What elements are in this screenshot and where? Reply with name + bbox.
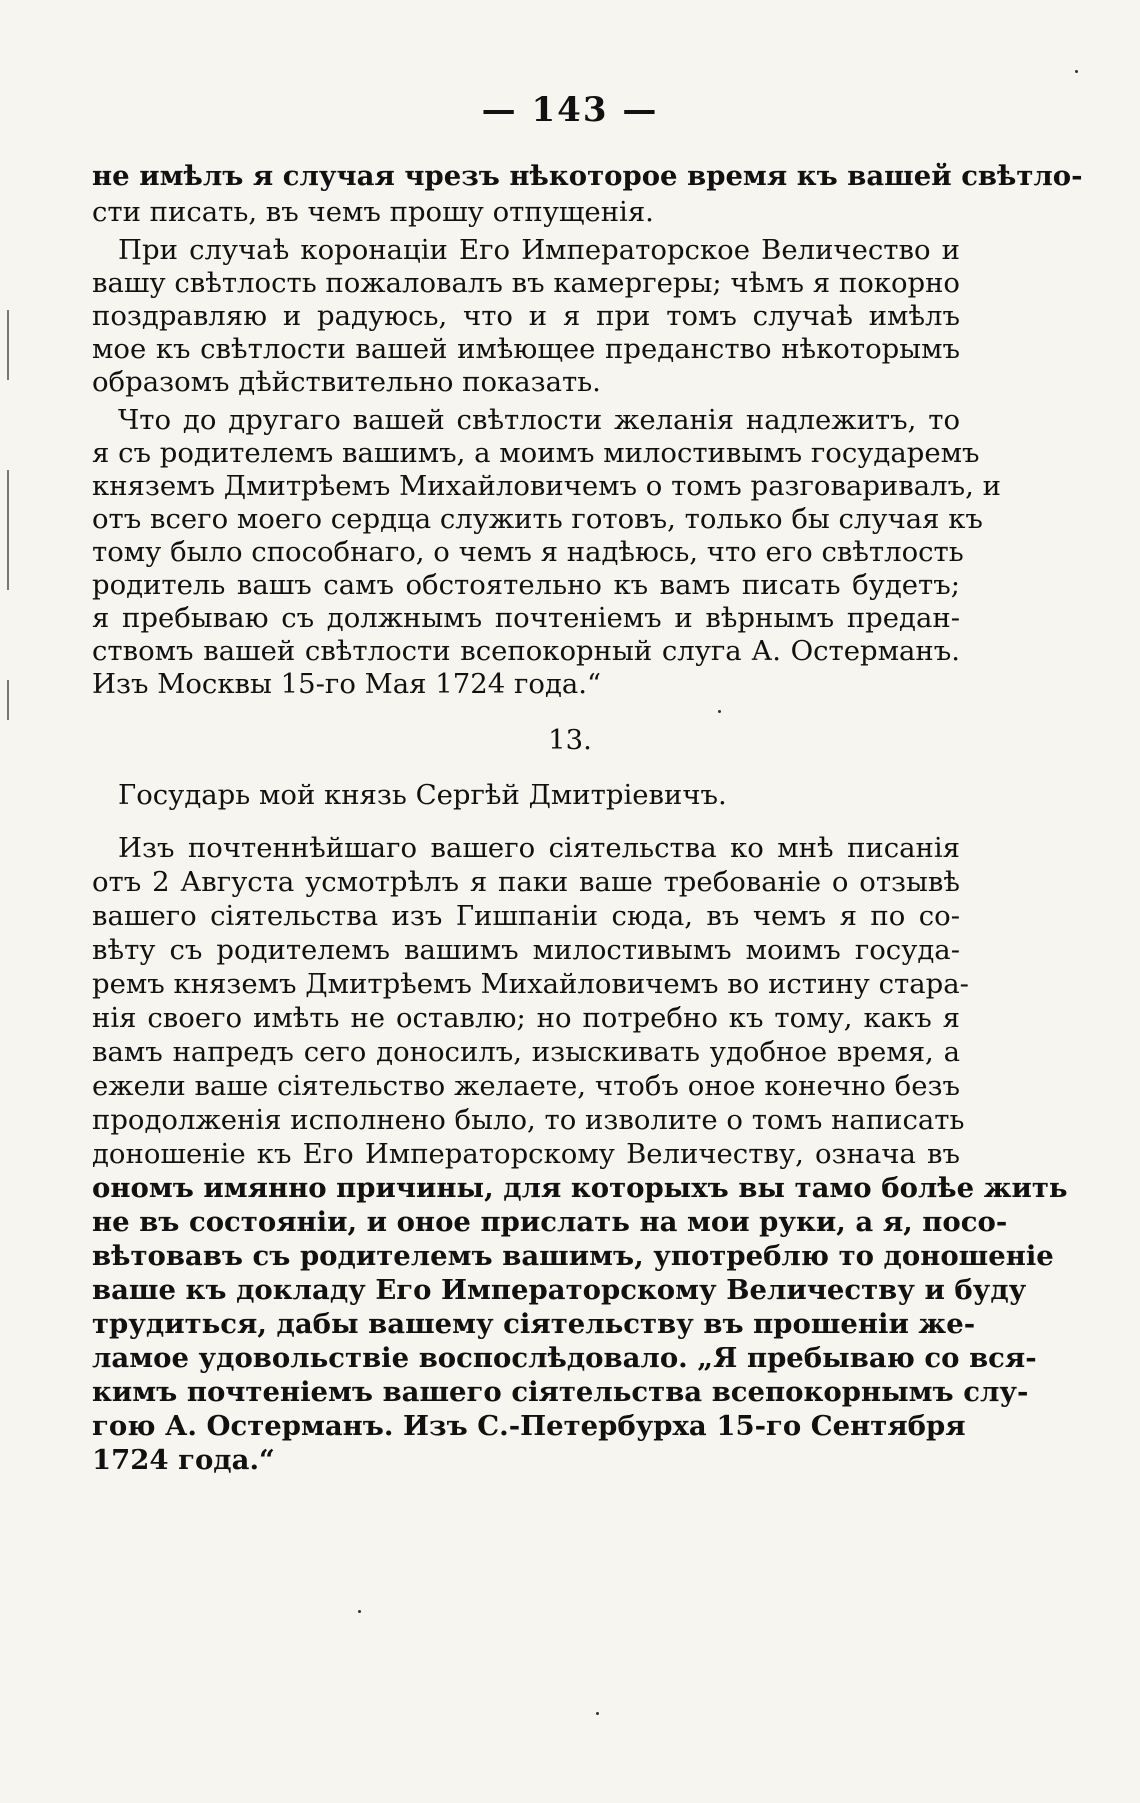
page-number: — 143 — bbox=[481, 90, 659, 130]
text-line: При случаѣ коронаціи Его Императорское Величество и bbox=[118, 234, 960, 266]
text-line: вашу свѣтлость пожаловалъ въ камергеры; чѣмъ я покорно bbox=[92, 267, 960, 299]
text-line: гою А. Остерманъ. Изъ С.-Петербурха 15-го Сентября bbox=[92, 1410, 966, 1442]
text-line: Изъ Москвы 15-го Мая 1724 года.“ bbox=[92, 668, 602, 700]
scan-speck bbox=[358, 1610, 361, 1613]
text-line: мое къ свѣтлости вашей имѣющее преданство нѣкоторымъ bbox=[92, 333, 960, 365]
text-line: ламое удовольствіе воспослѣдовало. „Я пребываю со вся- bbox=[92, 1342, 1037, 1374]
text-line: отъ 2 Августа усмотрѣлъ я паки ваше требованіе о отзывѣ bbox=[92, 866, 960, 898]
text-line: не въ состояніи, и оное прислать на мои руки, а я, посо- bbox=[92, 1206, 1008, 1238]
text-line: ономъ имянно причины, для которыхъ вы тамо болѣе жить bbox=[92, 1172, 1068, 1204]
text-line: я съ родителемъ вашимъ, а моимъ милостивымъ государемъ bbox=[92, 437, 980, 469]
text-line: не имѣлъ я случая чрезъ нѣкоторое время къ вашей свѣтло- bbox=[92, 160, 1083, 192]
text-line: тому было способнаго, о чемъ я надѣюсь, что его свѣтлость bbox=[92, 536, 964, 568]
text-line: отъ всего моего сердца служить готовъ, только бы случая къ bbox=[92, 503, 983, 535]
text-line: ремъ княземъ Дмитрѣемъ Михайловичемъ во истину стара- bbox=[92, 968, 969, 1000]
text-line: доношеніе къ Его Императорскому Величеству, означа въ bbox=[92, 1138, 960, 1170]
text-line: трудиться, дабы вашему сіятельству въ прошеніи же- bbox=[92, 1308, 976, 1340]
text-line: поздравляю и радуюсь, что и я при томъ случаѣ имѣлъ bbox=[92, 300, 960, 332]
scan-speck bbox=[596, 1712, 599, 1715]
section-number: 13. bbox=[548, 724, 592, 756]
scan-speck bbox=[1075, 70, 1078, 73]
scan-speck bbox=[718, 710, 721, 713]
text-line: вѣтовавъ съ родителемъ вашимъ, употреблю то доношеніе bbox=[92, 1240, 1054, 1272]
text-line: нія своего имѣть не оставлю; но потребно къ тому, какъ я bbox=[92, 1002, 960, 1034]
text-line: родитель вашъ самъ обстоятельно къ вамъ писать будетъ; bbox=[92, 569, 960, 601]
scan-edge-mark bbox=[7, 310, 9, 380]
text-line: образомъ дѣйствительно показать. bbox=[92, 366, 601, 398]
text-line: кимъ почтеніемъ вашего сіятельства всепокорнымъ слу- bbox=[92, 1376, 1029, 1408]
text-line: Изъ почтеннѣйшаго вашего сіятельства ко мнѣ писанія bbox=[118, 832, 960, 864]
text-line: вашего сіятельства изъ Гишпаніи сюда, въ чемъ я по со- bbox=[92, 900, 960, 932]
text-line: ежели ваше сіятельство желаете, чтобъ оное конечно безъ bbox=[92, 1070, 960, 1102]
text-line: ваше къ докладу Его Императорскому Величеству и буду bbox=[92, 1274, 1027, 1306]
scan-edge-mark bbox=[7, 470, 9, 590]
text-line: 1724 года.“ bbox=[92, 1444, 275, 1476]
text-line: вѣту съ родителемъ вашимъ милостивымъ моимъ госуда- bbox=[92, 934, 960, 966]
text-line: княземъ Дмитрѣемъ Михайловичемъ о томъ разговаривалъ, и bbox=[92, 470, 1001, 502]
text-line: я пребываю съ должнымъ почтеніемъ и вѣрнымъ предан- bbox=[92, 602, 960, 634]
scan-edge-mark bbox=[7, 680, 9, 720]
text-line: продолженія исполнено было, то изволите о томъ написать bbox=[92, 1104, 965, 1136]
text-line: ствомъ вашей свѣтлости всепокорный слуга А. Остерманъ. bbox=[92, 635, 960, 667]
text-line: вамъ напредъ сего доносилъ, изыскивать удобное время, а bbox=[92, 1036, 960, 1068]
letter-salutation: Государь мой князь Сергѣй Дмитріевичъ. bbox=[118, 779, 727, 811]
text-line: Что до другаго вашей свѣтлости желанія надлежитъ, то bbox=[118, 404, 960, 436]
text-line: сти писать, въ чемъ прошу отпущенія. bbox=[92, 196, 654, 228]
